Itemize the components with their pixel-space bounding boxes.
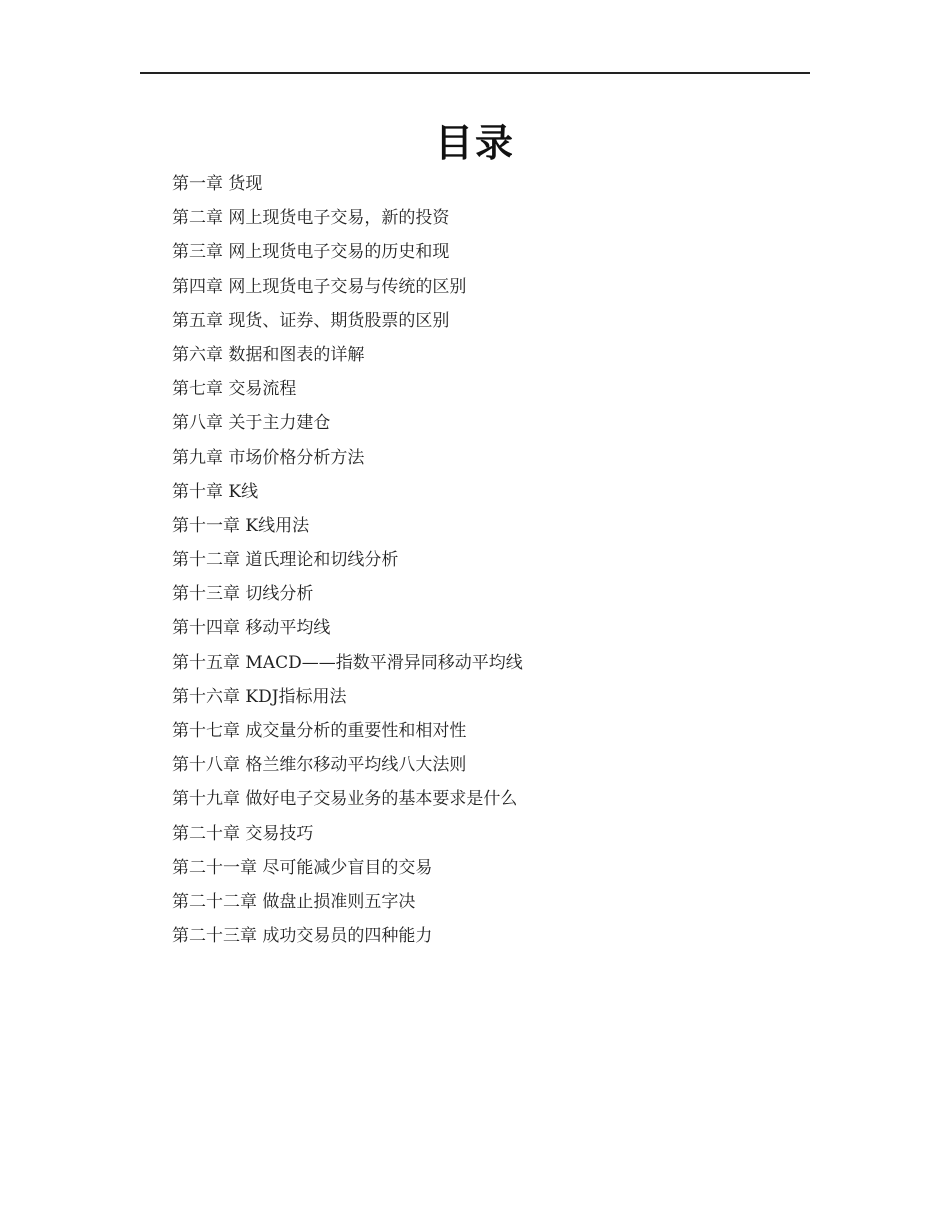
toc-entry-20[interactable]: 第二十章 交易技巧: [172, 823, 314, 844]
toc-entry-4[interactable]: 第四章 网上现货电子交易与传统的区别: [172, 276, 467, 297]
toc-entry-8[interactable]: 第八章 关于主力建仓: [172, 413, 331, 434]
toc-entry-1[interactable]: 第一章 货现: [172, 174, 263, 194]
toc-entry-10[interactable]: 第十章 K线: [172, 481, 259, 502]
toc-entry-22[interactable]: 第二十二章 做盘止损准则五字决: [172, 891, 416, 912]
toc-entry-21[interactable]: 第二十一章 尽可能减少盲目的交易: [172, 857, 433, 878]
toc-entry-19[interactable]: 第十九章 做好电子交易业务的基本要求是什么: [172, 789, 518, 810]
page-title: 目录: [434, 121, 515, 165]
toc-entry-18[interactable]: 第十八章 格兰维尔移动平均线八大法则: [172, 755, 467, 776]
toc-entry-5[interactable]: 第五章 现货、证券、期货股票的区别: [172, 310, 450, 331]
toc-entry-16[interactable]: 第十六章 KDJ指标用法: [172, 686, 347, 707]
table-of-contents: [172, 170, 523, 956]
toc-entry-23[interactable]: 第二十三章 成功交易员的四种能力: [172, 926, 433, 947]
toc-entry-7[interactable]: 第七章 交易流程: [172, 379, 297, 400]
toc-entry-17[interactable]: 第十七章 成交量分析的重要性和相对性: [172, 721, 467, 741]
toc-entry-9[interactable]: 第九章 市场价格分析方法: [172, 447, 365, 468]
header-rule: [140, 72, 810, 74]
toc-entry-13[interactable]: 第十三章 切线分析: [172, 584, 314, 605]
toc-entry-12[interactable]: 第十二章 道氏理论和切线分析: [172, 550, 399, 571]
toc-entry-3[interactable]: 第三章 网上现货电子交易的历史和现: [172, 242, 450, 263]
toc-entry-11[interactable]: 第十一章 K线用法: [172, 515, 310, 536]
toc-entry-15[interactable]: 第十五章 MACD——指数平滑异同移动平均线: [172, 652, 523, 673]
toc-entry-2[interactable]: 第二章 网上现货电子交易，新的投资: [172, 208, 450, 229]
toc-entry-14[interactable]: 第十四章 移动平均线: [172, 618, 331, 639]
toc-entry-6[interactable]: 第六章 数据和图表的详解: [172, 344, 365, 365]
